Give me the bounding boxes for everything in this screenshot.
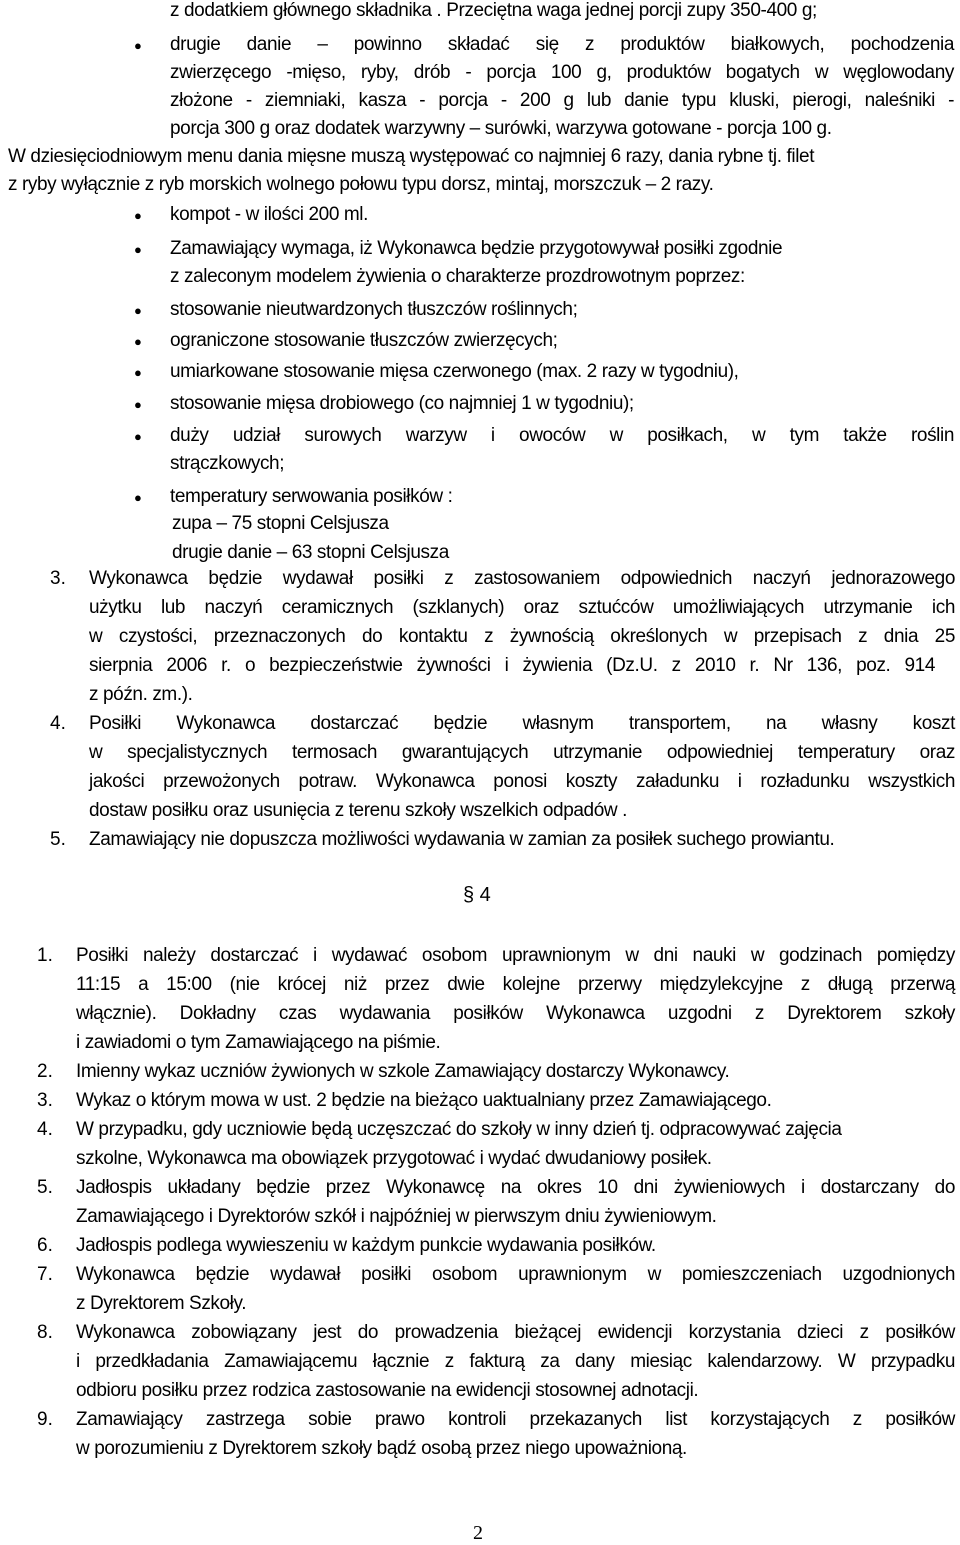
text-line: Wykonawca będzie wydawał posiłki z zastosowaniem odpowiednich naczyń jednorazowego [89,568,955,589]
text-line: duży udział surowych warzyw i owoców w posiłkach, w tym także roślin [170,425,954,446]
text-line: ograniczone stosowanie tłuszczów zwierzęcych; [170,330,558,351]
text-line: z dodatkiem głównego składnika . Przeciętna waga jednej porcji zupy 350-400 g; [170,0,817,21]
text-line: w specjalistycznych termosach gwarantujących utrzymanie odpowiedniej temperatury oraz [89,742,955,763]
list-number: 4. [50,713,66,734]
text-line: użytku lub naczyń ceramicznych (szklanych) oraz sztućców umożliwiających utrzymanie ich [89,597,955,618]
bullet-icon: ● [134,429,142,444]
text-line: umiarkowane stosowanie mięsa czerwonego (max. 2 razy w tygodniu), [170,361,739,382]
bullet-icon: ● [134,208,142,223]
text-line: Jadłospis układany będzie przez Wykonawcę na okres 10 dni żywieniowych i dostarczany do [76,1177,955,1198]
text-line: w porozumieniu z Dyrektorem szkoły bądź osobą przez niego upoważnioną. [76,1438,687,1459]
text-line: z późn. zm.). [89,684,193,705]
list-number: 4. [37,1119,53,1140]
text-line: złożone - ziemniaki, kasza - porcja - 200 g lub danie typu kluski, pierogi, naleśniki - [170,90,954,111]
bullet-icon: ● [134,334,142,349]
list-number: 1. [37,945,53,966]
text-line: Imienny wykaz uczniów żywionych w szkole Zamawiający dostarczy Wykonawcy. [76,1061,730,1082]
text-line: Zamawiający zastrzega sobie prawo kontroli przekazanych list korzystających z posiłków [76,1409,955,1430]
text-line: zwierzęcego -mięso, ryby, drób - porcja 100 g, produktów bogatych w węglowodany [170,62,954,83]
text-line: z ryby wyłącznie z ryb morskich wolnego połowu typu dorsz, mintaj, morszczuk – 2 razy. [8,174,714,195]
text-line: Wykonawca zobowiązany jest do prowadzenia bieżącej ewidencji korzystania dzieci z posiłków [76,1322,955,1343]
text-line: drugie danie – powinno składać się z produktów białkowych, pochodzenia [170,34,954,55]
list-number: 6. [37,1235,53,1256]
bullet-icon: ● [134,242,142,257]
text-line: Zamawiający nie dopuszcza możliwości wydawania w zamian za posiłek suchego prowiantu. [89,829,835,850]
bullet-icon: ● [134,397,142,412]
list-number: 5. [50,829,66,850]
list-number: 5. [37,1177,53,1198]
text-line: z Dyrektorem Szkoły. [76,1293,247,1314]
text-line: Jadłospis podlega wywieszeniu w każdym punkcie wydawania posiłków. [76,1235,656,1256]
text-line: temperatury serwowania posiłków : [170,486,453,507]
page-number: 2 [473,1522,483,1544]
list-number: 3. [50,568,66,589]
list-number: 9. [37,1409,53,1430]
bullet-icon: ● [134,303,142,318]
bullet-icon: ● [134,365,142,380]
text-line: i przedkładania Zamawiającemu łącznie z fakturą za dany miesiąc kalendarzowy. W przypadku [76,1351,955,1372]
text-line: włącznie). Dokładny czas wydawania posiłków Wykonawca uzgodni z Dyrektorem szkoły [76,1003,955,1024]
text-line: W przypadku, gdy uczniowie będą uczęszczać do szkoły w inny dzień tj. odpracowywać zajęcia [76,1119,842,1140]
text-line: Zamawiający wymaga, iż Wykonawca będzie przygotowywał posiłki zgodnie [170,238,783,259]
list-number: 7. [37,1264,53,1285]
text-line: odbioru posiłku przez rodzica zastosowanie na ewidencji stosownej adnotacji. [76,1380,699,1401]
text-line: strączkowych; [170,453,285,474]
text-line: z zaleconym modelem żywienia o charakterze prozdrowotnym poprzez: [170,266,745,287]
text-line: porcja 300 g oraz dodatek warzywny – surówki, warzywa gotowane - porcja 100 g. [170,118,832,139]
text-line: jakości przewożonych potraw. Wykonawca ponosi koszty załadunku i rozładunku wszystkich [89,771,955,792]
text-line: szkolne, Wykonawca ma obowiązek przygotować i wydać dwudaniowy posiłek. [76,1148,712,1169]
bullet-icon: ● [134,490,142,505]
text-line: kompot - w ilości 200 ml. [170,204,369,225]
text-line: i zawiadomi o tym Zamawiającego na piśmie. [76,1032,441,1053]
text-line: zupa – 75 stopni Celsjusza [172,513,389,534]
text-line: dostaw posiłku oraz usunięcia z terenu szkoły wszelkich odpadów . [89,800,627,821]
bullet-icon: ● [134,38,142,53]
text-line: Zamawiającego i Dyrektorów szkół i najpóźniej w pierwszym dniu żywieniowym. [76,1206,717,1227]
text-line: drugie danie – 63 stopni Celsjusza [172,542,449,563]
list-number: 8. [37,1322,53,1343]
list-number: 3. [37,1090,53,1111]
text-line: 11:15 a 15:00 (nie krócej niż przez dwie kolejne przerwy międzylekcyjne z długą przerwą [76,974,955,995]
text-line: stosowanie mięsa drobiowego (co najmniej 1 w tygodniu); [170,393,634,414]
text-line: stosowanie nieutwardzonych tłuszczów roślinnych; [170,299,578,320]
text-line: Wykonawca będzie wydawał posiłki osobom uprawnionym w pomieszczeniach uzgodnionych [76,1264,955,1285]
section-heading: § 4 [463,884,491,906]
text-line: Posiłki Wykonawca dostarczać będzie własnym transportem, na własny koszt [89,713,955,734]
text-line: Wykaz o którym mowa w ust. 2 będzie na bieżąco uaktualniany przez Zamawiającego. [76,1090,772,1111]
text-line: Posiłki należy dostarczać i wydawać osobom uprawnionym w dni nauki w godzinach pomiędzy [76,945,955,966]
text-line: w czystości, przeznaczonych do kontaktu z żywnością określonych w przepisach z dnia 25 [89,626,955,647]
text-line: W dziesięciodniowym menu dania mięsne muszą występować co najmniej 6 razy, dania rybne tj. filet [8,146,815,167]
list-number: 2. [37,1061,53,1082]
text-line: sierpnia 2006 r. o bezpieczeństwie żywności i żywienia (Dz.U. z 2010 r. Nr 136, poz. 914 [89,655,935,676]
